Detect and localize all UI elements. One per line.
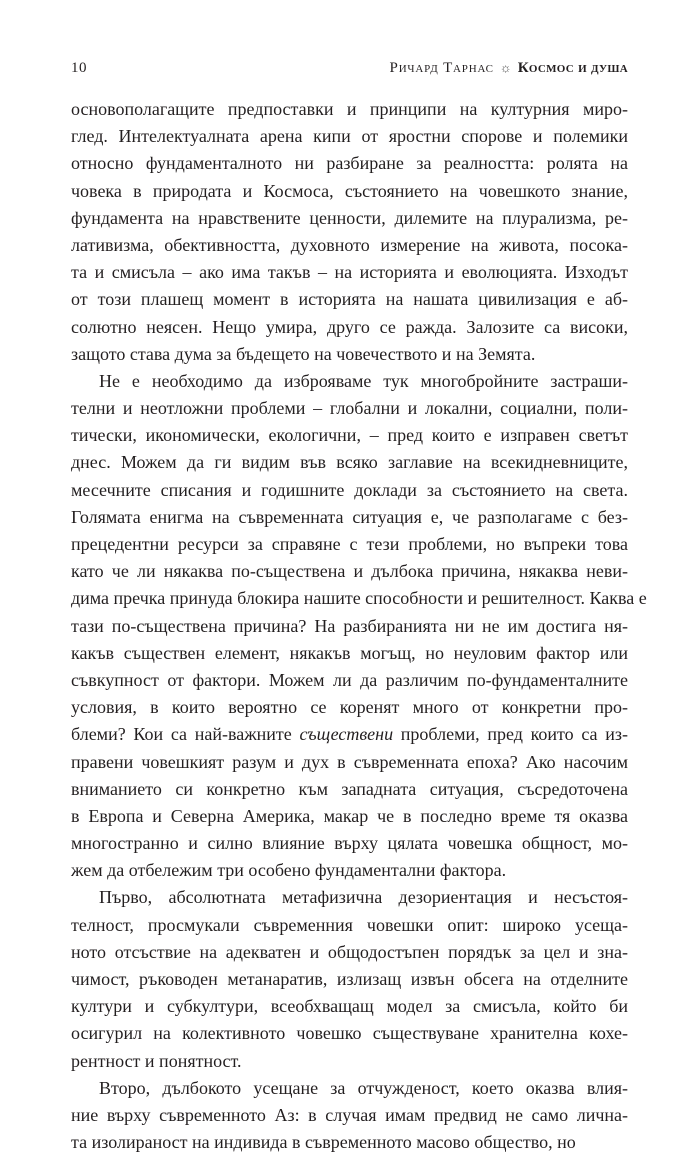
paragraph [71,884,628,1074]
text-line: солютно неясен. Нещо умира, друго се ражда. Залозите са високи, [71,316,628,337]
text-line: блеми? Кои са най-важните съществени проблеми, пред които са из- [71,724,628,745]
book-title: Космос и душа [517,60,628,76]
text-line: рентност и понятност. [71,1050,242,1071]
text-line: телни и неотложни проблеми – глобални и локални, социални, поли- [71,398,628,419]
text-line: осигурил на колективното човешко съществуване хранителна кохе- [71,1023,628,1044]
text-line: като че ли някаква по-съществена и дълбока причина, някаква неви- [71,561,628,582]
text-line: тази по-съществена причина? На разбиранията ни не им достига ня- [71,615,628,636]
text-line: месечните списания и годишните доклади за състоянието на света. [71,479,628,500]
text-line: многостранно и силно влияние върху цялата човешка общност, мо- [71,833,628,854]
text-line: правени човешкият разум и дух в съвременната епоха? Ако насочим [71,751,628,772]
text-line: човека в природата и Космоса, състоянието на човешкото знание, [71,180,628,201]
text-line: фундамента на нравствените ценности, дилемите на плурализма, ре- [71,207,628,228]
text-line: защото става дума за бъдещето на човечеството и на Земята. [71,343,536,364]
text-line: днес. Можем да ги видим във всяко заглавие на всекидневниците, [71,452,628,473]
text-line: Второ, дълбокото усещане за отчужденост, което оказва влия- [99,1077,628,1098]
text-line: Не е необходимо да изброяваме тук многобройните застраши- [99,370,628,391]
text-line: глед. Интелектуалната арена кипи от яростни спорове и полемики [71,126,628,147]
text-line: лативизма, обективността, духовното измерение на живота, посока- [71,234,628,255]
text-line: жем да отбележим три особено фундаментални фактора. [71,860,507,881]
text-line: ние върху съвременното Аз: в случая имам предвид не само лична- [71,1104,628,1125]
text-line: дима пречка принуда блокира нашите способности и решителност. Каква е [71,588,647,609]
text-line: та и смисъла – ако има такъв – на историята и еволюцията. Изходът [71,262,628,283]
text-line: вниманието си конкретно към западната ситуация, съсредоточена [71,778,628,799]
text-line: Голямата енигма на съвременната ситуация е, че разполагаме с без- [71,506,628,527]
text-line: телност, просмукали съвременния човешки опит: широко усеща- [71,914,628,935]
text-line: какъв съществен елемент, някакъв могъщ, но неуловим фактор или [71,642,628,663]
text-line: култури и субкултури, всеобхващащ модел за смисъла, който би [71,996,628,1017]
paragraph [71,1075,628,1156]
paragraph [71,368,647,885]
text-line: Първо, абсолютната метафизична дезориентация и несъстоя- [99,887,628,908]
text-line: от този плашещ момент в историята на нашата цивилизация е аб- [71,289,628,310]
sun-ornament-icon: ☼ [499,60,512,75]
text-line: основополагащите предпоставки и принципи на културния миро- [71,99,628,119]
page-number: 10 [71,60,87,76]
book-page [71,60,647,1156]
author-name: Ричард Тарнас [389,60,494,76]
paragraph [71,96,628,368]
text-line: в Европа и Северна Америка, макар че в последно време тя оказва [71,805,628,826]
text-line: тически, икономически, екологични, – пред които е изправен светът [71,425,628,446]
page-header [71,60,628,82]
running-head [390,60,628,77]
text-line: съвкупност от фактори. Можем ли да различим по-фундаменталните [71,669,628,690]
text-line: относно фундаменталното ни разбиране за реалността: ролята на [71,153,628,174]
text-line: условия, в които вероятно се коренят много от конкретни про- [71,697,628,718]
text-line: прецедентни ресурси за справяне с тези проблеми, но въпреки това [71,534,628,554]
text-line: та изолираност на индивида в съвременното масово общество, но [71,1132,576,1153]
body-text [71,96,647,1156]
text-line: чимост, ръководен метанаратив, излизащ извън обсега на отделните [71,969,628,989]
text-line: ното отсъствие на адекватен и общодостъпен порядък за цел и зна- [71,941,628,962]
